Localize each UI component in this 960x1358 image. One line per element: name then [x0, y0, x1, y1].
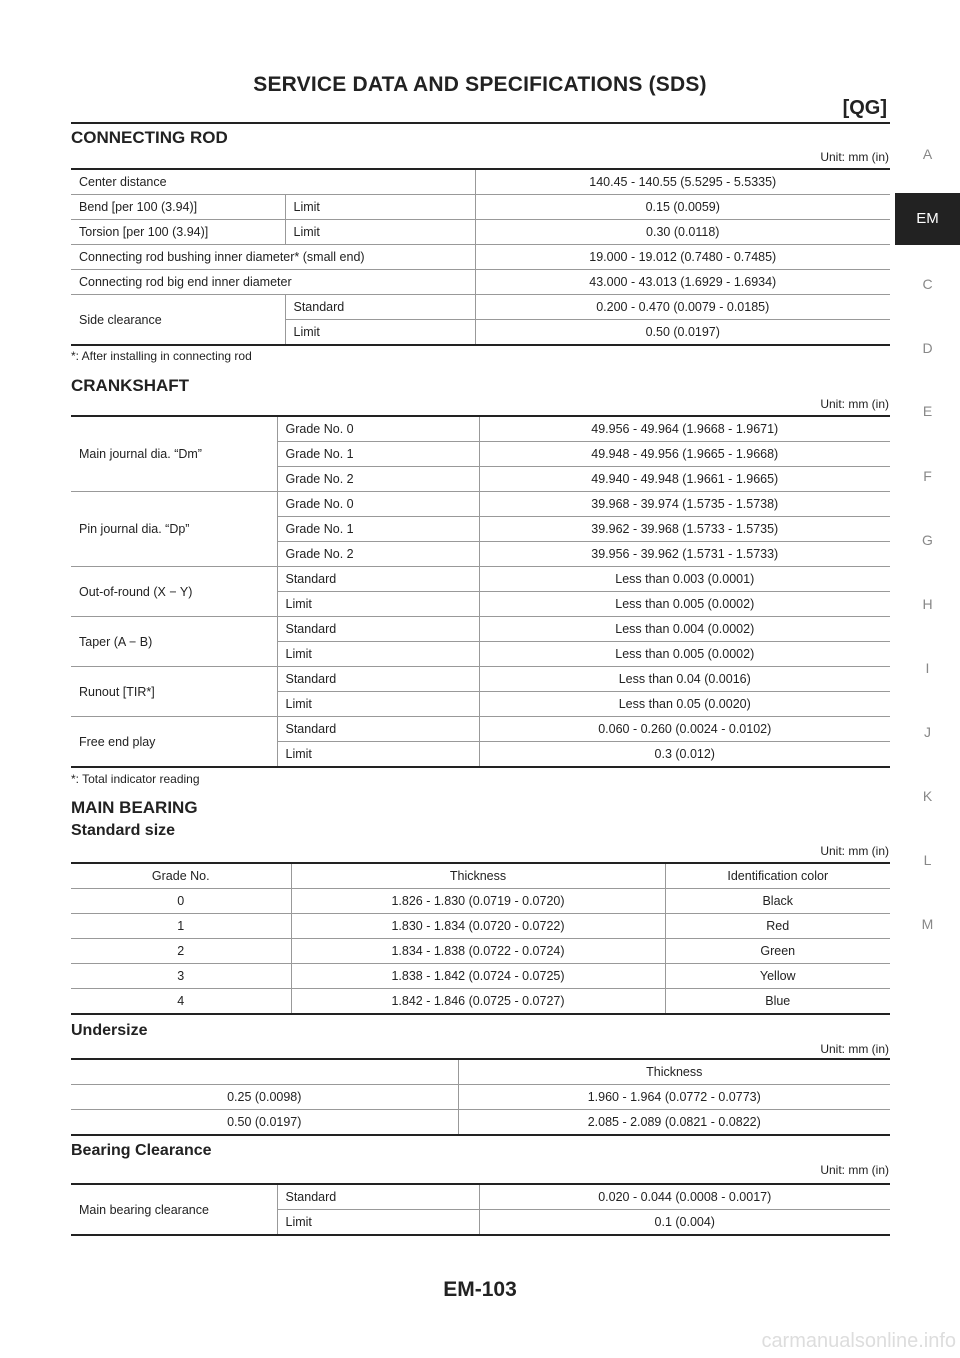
- grade-label: Grade No. 0: [277, 492, 479, 517]
- undersize-table: [71, 1058, 890, 1136]
- thickness-cell: 1.834 - 1.838 (0.0722 - 0.0724): [291, 939, 665, 964]
- spec-value: 49.956 - 49.964 (1.9668 - 1.9671): [479, 416, 890, 442]
- bearing-clearance-unit: Unit: mm (in): [820, 1163, 889, 1177]
- spec-label: Side clearance: [71, 295, 285, 346]
- table-row: [71, 1184, 890, 1210]
- standard-size-table: [71, 862, 890, 1015]
- spec-label: Connecting rod big end inner diameter: [71, 270, 475, 295]
- table-row: [71, 220, 890, 245]
- index-letter-m[interactable]: M: [921, 916, 934, 932]
- index-letter-i[interactable]: I: [925, 660, 930, 676]
- index-letter-h[interactable]: H: [922, 596, 933, 612]
- spec-value: Less than 0.003 (0.0001): [479, 567, 890, 592]
- spec-value: 0.020 - 0.044 (0.0008 - 0.0017): [479, 1184, 890, 1210]
- grade-cell: 3: [71, 964, 291, 989]
- color-cell: Blue: [665, 989, 890, 1015]
- spec-sublabel: Limit: [285, 320, 475, 346]
- spec-value: 0.15 (0.0059): [475, 195, 890, 220]
- index-letter-l[interactable]: L: [923, 852, 932, 868]
- table-row: [71, 270, 890, 295]
- thickness-cell: 2.085 - 2.089 (0.0821 - 0.0822): [458, 1110, 890, 1136]
- column-header: Grade No.: [71, 863, 291, 889]
- thickness-cell: 1.830 - 1.834 (0.0720 - 0.0722): [291, 914, 665, 939]
- spec-sublabel: Limit: [285, 220, 475, 245]
- table-row: [71, 667, 890, 692]
- empty-header-cell: [71, 1059, 458, 1085]
- thickness-cell: 1.826 - 1.830 (0.0719 - 0.0720): [291, 889, 665, 914]
- color-cell: Green: [665, 939, 890, 964]
- table-row: [71, 416, 890, 442]
- spec-value: Less than 0.05 (0.0020): [479, 692, 890, 717]
- spec-label: Bend [per 100 (3.94)]: [71, 195, 285, 220]
- spec-label: Taper (A − B): [71, 617, 277, 667]
- table-header-row: [71, 863, 890, 889]
- index-letter-d[interactable]: D: [922, 340, 933, 356]
- engine-code: [QG]: [842, 97, 887, 119]
- crankshaft-heading: CRANKSHAFT: [71, 376, 190, 395]
- spec-sublabel: Standard: [277, 1184, 479, 1210]
- index-letter-em-active[interactable]: EM: [895, 193, 960, 245]
- spec-value: 39.962 - 39.968 (1.5733 - 1.5735): [479, 517, 890, 542]
- spec-sublabel: Standard: [277, 717, 479, 742]
- spec-sublabel: Standard: [277, 617, 479, 642]
- table-row: [71, 567, 890, 592]
- grade-cell: 4: [71, 989, 291, 1015]
- spec-value: Less than 0.005 (0.0002): [479, 592, 890, 617]
- index-letter-k[interactable]: K: [922, 788, 933, 804]
- table-row: [71, 964, 890, 989]
- table-row: [71, 939, 890, 964]
- spec-label: Center distance: [71, 169, 475, 195]
- table-row: [71, 169, 890, 195]
- table-row: [71, 1085, 890, 1110]
- table-row: [71, 989, 890, 1015]
- spec-value: 19.000 - 19.012 (0.7480 - 0.7485): [475, 245, 890, 270]
- column-header: Thickness: [291, 863, 665, 889]
- undersize-unit: Unit: mm (in): [820, 1042, 889, 1056]
- column-header: Identification color: [665, 863, 890, 889]
- spec-sublabel: Limit: [277, 692, 479, 717]
- index-letter-g[interactable]: G: [922, 532, 933, 548]
- bearing-clearance-table: [71, 1183, 890, 1236]
- spec-value: 39.956 - 39.962 (1.5731 - 1.5733): [479, 542, 890, 567]
- index-letter-j[interactable]: J: [924, 724, 931, 740]
- table-row: [71, 245, 890, 270]
- table-row: [71, 617, 890, 642]
- spec-value: 0.30 (0.0118): [475, 220, 890, 245]
- spec-value: 49.948 - 49.956 (1.9665 - 1.9668): [479, 442, 890, 467]
- spec-sublabel: Standard: [277, 567, 479, 592]
- size-cell: 0.50 (0.0197): [71, 1110, 458, 1136]
- spec-sublabel: Standard: [277, 667, 479, 692]
- connecting-rod-unit: Unit: mm (in): [820, 150, 889, 164]
- spec-label: Out-of-round (X − Y): [71, 567, 277, 617]
- grade-label: Grade No. 1: [277, 442, 479, 467]
- crankshaft-footnote: *: Total indicator reading: [71, 772, 200, 786]
- undersize-heading: Undersize: [71, 1022, 148, 1039]
- grade-label: Grade No. 2: [277, 542, 479, 567]
- size-cell: 0.25 (0.0098): [71, 1085, 458, 1110]
- spec-sublabel: Limit: [277, 742, 479, 768]
- page-title: SERVICE DATA AND SPECIFICATIONS (SDS): [253, 73, 707, 96]
- spec-sublabel: Standard: [285, 295, 475, 320]
- standard-size-unit: Unit: mm (in): [820, 844, 889, 858]
- spec-label: Free end play: [71, 717, 277, 768]
- connecting-rod-heading: CONNECTING ROD: [71, 128, 228, 147]
- thickness-cell: 1.842 - 1.846 (0.0725 - 0.0727): [291, 989, 665, 1015]
- page-number: EM-103: [443, 1278, 517, 1301]
- table-row: [71, 1110, 890, 1136]
- table-row: [71, 717, 890, 742]
- spec-value: 39.968 - 39.974 (1.5735 - 1.5738): [479, 492, 890, 517]
- table-row: [71, 914, 890, 939]
- grade-cell: 1: [71, 914, 291, 939]
- grade-label: Grade No. 0: [277, 416, 479, 442]
- index-letter-f[interactable]: F: [923, 468, 932, 484]
- spec-label: Pin journal dia. “Dp”: [71, 492, 277, 567]
- grade-cell: 0: [71, 889, 291, 914]
- spec-label: Main bearing clearance: [71, 1184, 277, 1235]
- column-header: Thickness: [458, 1059, 890, 1085]
- index-letter-c[interactable]: C: [922, 276, 933, 292]
- grade-cell: 2: [71, 939, 291, 964]
- spec-label: Main journal dia. “Dm”: [71, 416, 277, 492]
- grade-label: Grade No. 2: [277, 467, 479, 492]
- connecting-rod-table: [71, 168, 890, 346]
- spec-value: 0.200 - 0.470 (0.0079 - 0.0185): [475, 295, 890, 320]
- spec-label: Torsion [per 100 (3.94)]: [71, 220, 285, 245]
- color-cell: Red: [665, 914, 890, 939]
- spec-sublabel: Limit: [277, 592, 479, 617]
- table-row: [71, 295, 890, 320]
- index-letter-a[interactable]: A: [922, 146, 933, 162]
- spec-value: 49.940 - 49.948 (1.9661 - 1.9665): [479, 467, 890, 492]
- spec-sublabel: Limit: [285, 195, 475, 220]
- crankshaft-table: [71, 415, 890, 768]
- main-bearing-heading: MAIN BEARING: [71, 798, 198, 817]
- connecting-rod-footnote: *: After installing in connecting rod: [71, 349, 252, 363]
- title-rule: [71, 122, 890, 124]
- table-header-row: [71, 1059, 890, 1085]
- color-cell: Yellow: [665, 964, 890, 989]
- index-letter-e[interactable]: E: [922, 403, 933, 419]
- bearing-clearance-heading: Bearing Clearance: [71, 1142, 212, 1159]
- spec-value: 0.3 (0.012): [479, 742, 890, 768]
- spec-value: 43.000 - 43.013 (1.6929 - 1.6934): [475, 270, 890, 295]
- spec-value: Less than 0.004 (0.0002): [479, 617, 890, 642]
- spec-value: Less than 0.005 (0.0002): [479, 642, 890, 667]
- spec-value: 0.060 - 0.260 (0.0024 - 0.0102): [479, 717, 890, 742]
- crankshaft-unit: Unit: mm (in): [820, 397, 889, 411]
- table-row: [71, 889, 890, 914]
- spec-value: 0.1 (0.004): [479, 1210, 890, 1236]
- spec-value: 0.50 (0.0197): [475, 320, 890, 346]
- spec-label: Connecting rod bushing inner diameter* (small end): [71, 245, 475, 270]
- standard-size-heading: Standard size: [71, 822, 176, 839]
- spec-label: Runout [TIR*]: [71, 667, 277, 717]
- table-row: [71, 195, 890, 220]
- spec-value: 140.45 - 140.55 (5.5295 - 5.5335): [475, 169, 890, 195]
- thickness-cell: 1.838 - 1.842 (0.0724 - 0.0725): [291, 964, 665, 989]
- grade-label: Grade No. 1: [277, 517, 479, 542]
- thickness-cell: 1.960 - 1.964 (0.0772 - 0.0773): [458, 1085, 890, 1110]
- spec-sublabel: Limit: [277, 642, 479, 667]
- spec-value: Less than 0.04 (0.0016): [479, 667, 890, 692]
- spec-sublabel: Limit: [277, 1210, 479, 1236]
- table-row: [71, 492, 890, 517]
- watermark: carmanualsonline.info: [761, 1330, 956, 1352]
- color-cell: Black: [665, 889, 890, 914]
